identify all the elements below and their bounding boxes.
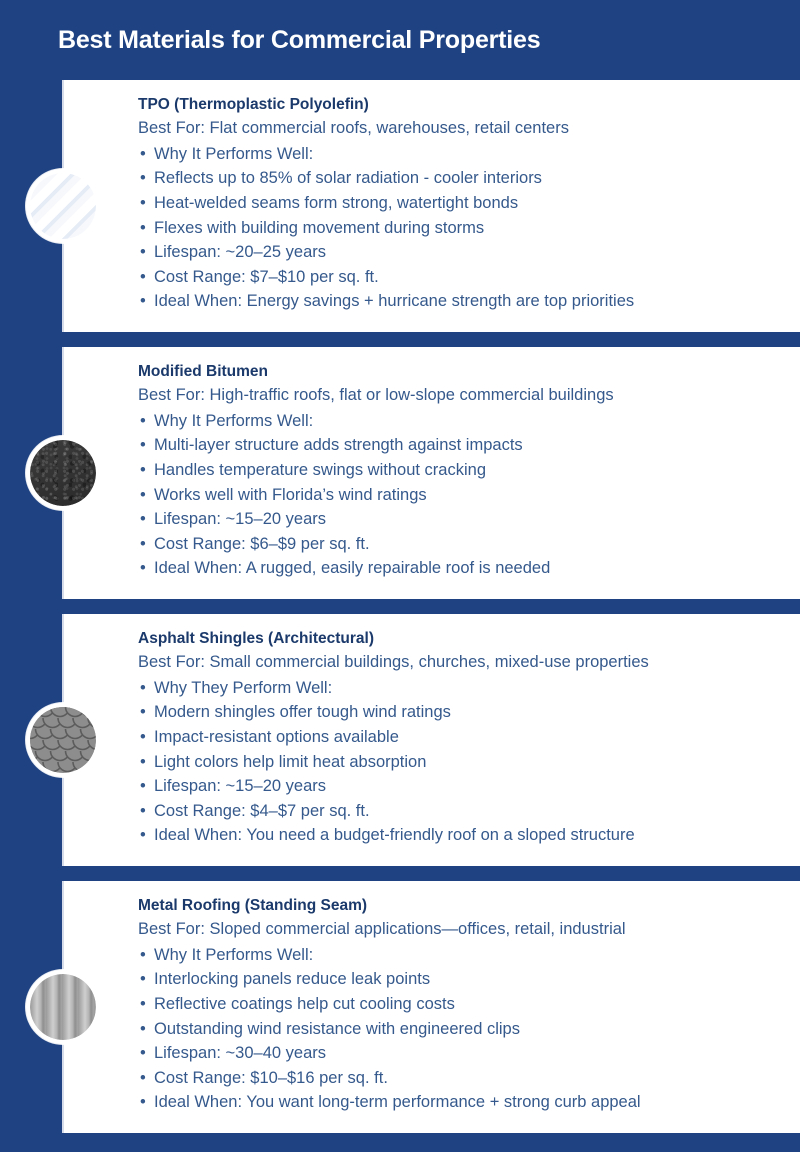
- card-best-for: Best For: High-traffic roofs, flat or low-slope commercial buildings: [138, 386, 614, 405]
- material-card[interactable]: [62, 614, 800, 866]
- bullet-text: Handles temperature swings without cracking: [154, 461, 486, 480]
- card-bullet-item: [138, 240, 778, 265]
- bullet-dot-icon: •: [140, 461, 146, 480]
- card-bullet-item: [138, 725, 778, 750]
- bullet-text: Why It Performs Well:: [154, 411, 314, 430]
- icon-texture: [30, 440, 96, 506]
- bullet-text: Modern shingles offer tough wind ratings: [154, 703, 451, 722]
- bullet-text: Ideal When: Energy savings + hurricane strength are top priorities: [154, 292, 635, 311]
- metal-standing-seam-swatch-icon: [26, 970, 100, 1044]
- card-title: TPO (Thermoplastic Polyolefin): [138, 96, 369, 113]
- card-bullet-item: [138, 1017, 778, 1042]
- card-title: Modified Bitumen: [138, 363, 269, 380]
- card-bullet-item: [138, 289, 778, 314]
- bullet-text: Ideal When: A rugged, easily repairable roof is needed: [154, 559, 551, 578]
- card-bullet-item: [138, 1090, 778, 1115]
- bullet-dot-icon: •: [140, 1093, 146, 1112]
- bullet-text: Lifespan: ~30–40 years: [154, 1044, 327, 1063]
- page-title: Best Materials for Commercial Properties: [58, 25, 541, 54]
- bullet-text: Why It Performs Well:: [154, 144, 314, 163]
- bullet-text: Cost Range: $4–$7 per sq. ft.: [154, 801, 370, 820]
- bullet-dot-icon: •: [140, 534, 146, 553]
- card-bullet-item: [138, 967, 778, 992]
- bullet-dot-icon: •: [140, 826, 146, 845]
- bullet-text: Cost Range: $10–$16 per sq. ft.: [154, 1068, 388, 1087]
- card-bullet-list: [138, 943, 778, 1115]
- bullet-dot-icon: •: [140, 1044, 146, 1063]
- bullet-dot-icon: •: [140, 169, 146, 188]
- page-header: [0, 0, 800, 80]
- bullet-dot-icon: •: [140, 1019, 146, 1038]
- bullet-text: Lifespan: ~20–25 years: [154, 243, 327, 262]
- card-bullet-item: [138, 142, 778, 167]
- material-card[interactable]: [62, 881, 800, 1133]
- bullet-dot-icon: •: [140, 777, 146, 796]
- bullet-dot-icon: •: [140, 559, 146, 578]
- card-slot: [0, 881, 800, 1133]
- card-separator: [0, 332, 800, 347]
- bullet-dot-icon: •: [140, 411, 146, 430]
- bullet-text: Outstanding wind resistance with engineered clips: [154, 1019, 520, 1038]
- bullet-text: Why It Performs Well:: [154, 945, 314, 964]
- card-bullet-item: [138, 1066, 778, 1091]
- card-bullet-list: [138, 409, 778, 581]
- icon-texture: [30, 974, 96, 1040]
- bullet-text: Ideal When: You need a budget-friendly roof on a sloped structure: [154, 826, 635, 845]
- bullet-text: Multi-layer structure adds strength against impacts: [154, 436, 523, 455]
- card-bullet-item: [138, 409, 778, 434]
- card-bullet-item: [138, 799, 778, 824]
- bullet-text: Why They Perform Well:: [154, 678, 333, 697]
- card-bullet-item: [138, 556, 778, 581]
- material-card[interactable]: [62, 80, 800, 332]
- card-separator: [0, 866, 800, 881]
- card-bullet-item: [138, 265, 778, 290]
- card-best-for: Best For: Sloped commercial applications—offices, retail, industrial: [138, 920, 626, 939]
- card-slot: [0, 614, 800, 866]
- bullet-dot-icon: •: [140, 801, 146, 820]
- material-card-list: [0, 80, 800, 1133]
- card-bullet-item: [138, 191, 778, 216]
- card-bullet-item: [138, 943, 778, 968]
- card-bullet-item: [138, 823, 778, 848]
- card-best-for: Best For: Flat commercial roofs, warehouses, retail centers: [138, 119, 569, 138]
- bullet-dot-icon: •: [140, 970, 146, 989]
- card-bullet-list: [138, 142, 778, 314]
- bullet-dot-icon: •: [140, 678, 146, 697]
- modified-bitumen-swatch-icon: [26, 436, 100, 510]
- bullet-text: Light colors help limit heat absorption: [154, 752, 427, 771]
- material-card[interactable]: [62, 347, 800, 599]
- bullet-text: Cost Range: $6–$9 per sq. ft.: [154, 534, 370, 553]
- tpo-membrane-swatch-icon: [26, 169, 100, 243]
- bullet-dot-icon: •: [140, 485, 146, 504]
- bullet-text: Works well with Florida’s wind ratings: [154, 485, 427, 504]
- bullet-text: Heat-welded seams form strong, watertight bonds: [154, 194, 519, 213]
- bullet-dot-icon: •: [140, 194, 146, 213]
- bullet-dot-icon: •: [140, 218, 146, 237]
- bullet-dot-icon: •: [140, 752, 146, 771]
- card-separator: [0, 599, 800, 614]
- bullet-dot-icon: •: [140, 436, 146, 455]
- asphalt-shingle-swatch-icon: [26, 703, 100, 777]
- bullet-dot-icon: •: [140, 292, 146, 311]
- card-bullet-item: [138, 532, 778, 557]
- card-bullet-list: [138, 676, 778, 848]
- bullet-text: Impact-resistant options available: [154, 728, 399, 747]
- card-bullet-item: [138, 774, 778, 799]
- card-bullet-item: [138, 507, 778, 532]
- card-title: Asphalt Shingles (Architectural): [138, 630, 374, 647]
- bullet-text: Reflects up to 85% of solar radiation - cooler interiors: [154, 169, 542, 188]
- card-bullet-item: [138, 700, 778, 725]
- bullet-text: Reflective coatings help cut cooling costs: [154, 995, 455, 1014]
- card-best-for: Best For: Small commercial buildings, churches, mixed-use properties: [138, 653, 649, 672]
- icon-texture: [30, 173, 96, 239]
- card-bullet-item: [138, 1041, 778, 1066]
- card-slot: [0, 347, 800, 599]
- card-bullet-item: [138, 750, 778, 775]
- card-bullet-item: [138, 458, 778, 483]
- bullet-text: Lifespan: ~15–20 years: [154, 777, 327, 796]
- card-bullet-item: [138, 166, 778, 191]
- bullet-text: Lifespan: ~15–20 years: [154, 510, 327, 529]
- bullet-text: Ideal When: You want long-term performance + strong curb appeal: [154, 1093, 641, 1112]
- card-title: Metal Roofing (Standing Seam): [138, 897, 368, 914]
- card-bullet-item: [138, 992, 778, 1017]
- bullet-dot-icon: •: [140, 144, 146, 163]
- bullet-dot-icon: •: [140, 510, 146, 529]
- card-bullet-item: [138, 676, 778, 701]
- bullet-dot-icon: •: [140, 728, 146, 747]
- bullet-text: Interlocking panels reduce leak points: [154, 970, 431, 989]
- bullet-dot-icon: •: [140, 995, 146, 1014]
- bullet-text: Cost Range: $7–$10 per sq. ft.: [154, 267, 379, 286]
- card-bullet-item: [138, 433, 778, 458]
- bullet-dot-icon: •: [140, 1068, 146, 1087]
- card-bullet-item: [138, 216, 778, 241]
- bullet-text: Flexes with building movement during storms: [154, 218, 485, 237]
- bullet-dot-icon: •: [140, 243, 146, 262]
- bullet-dot-icon: •: [140, 703, 146, 722]
- bullet-dot-icon: •: [140, 945, 146, 964]
- bullet-dot-icon: •: [140, 267, 146, 286]
- footer-bar: [0, 1133, 800, 1152]
- card-slot: [0, 80, 800, 332]
- icon-texture: [30, 707, 96, 773]
- card-bullet-item: [138, 483, 778, 508]
